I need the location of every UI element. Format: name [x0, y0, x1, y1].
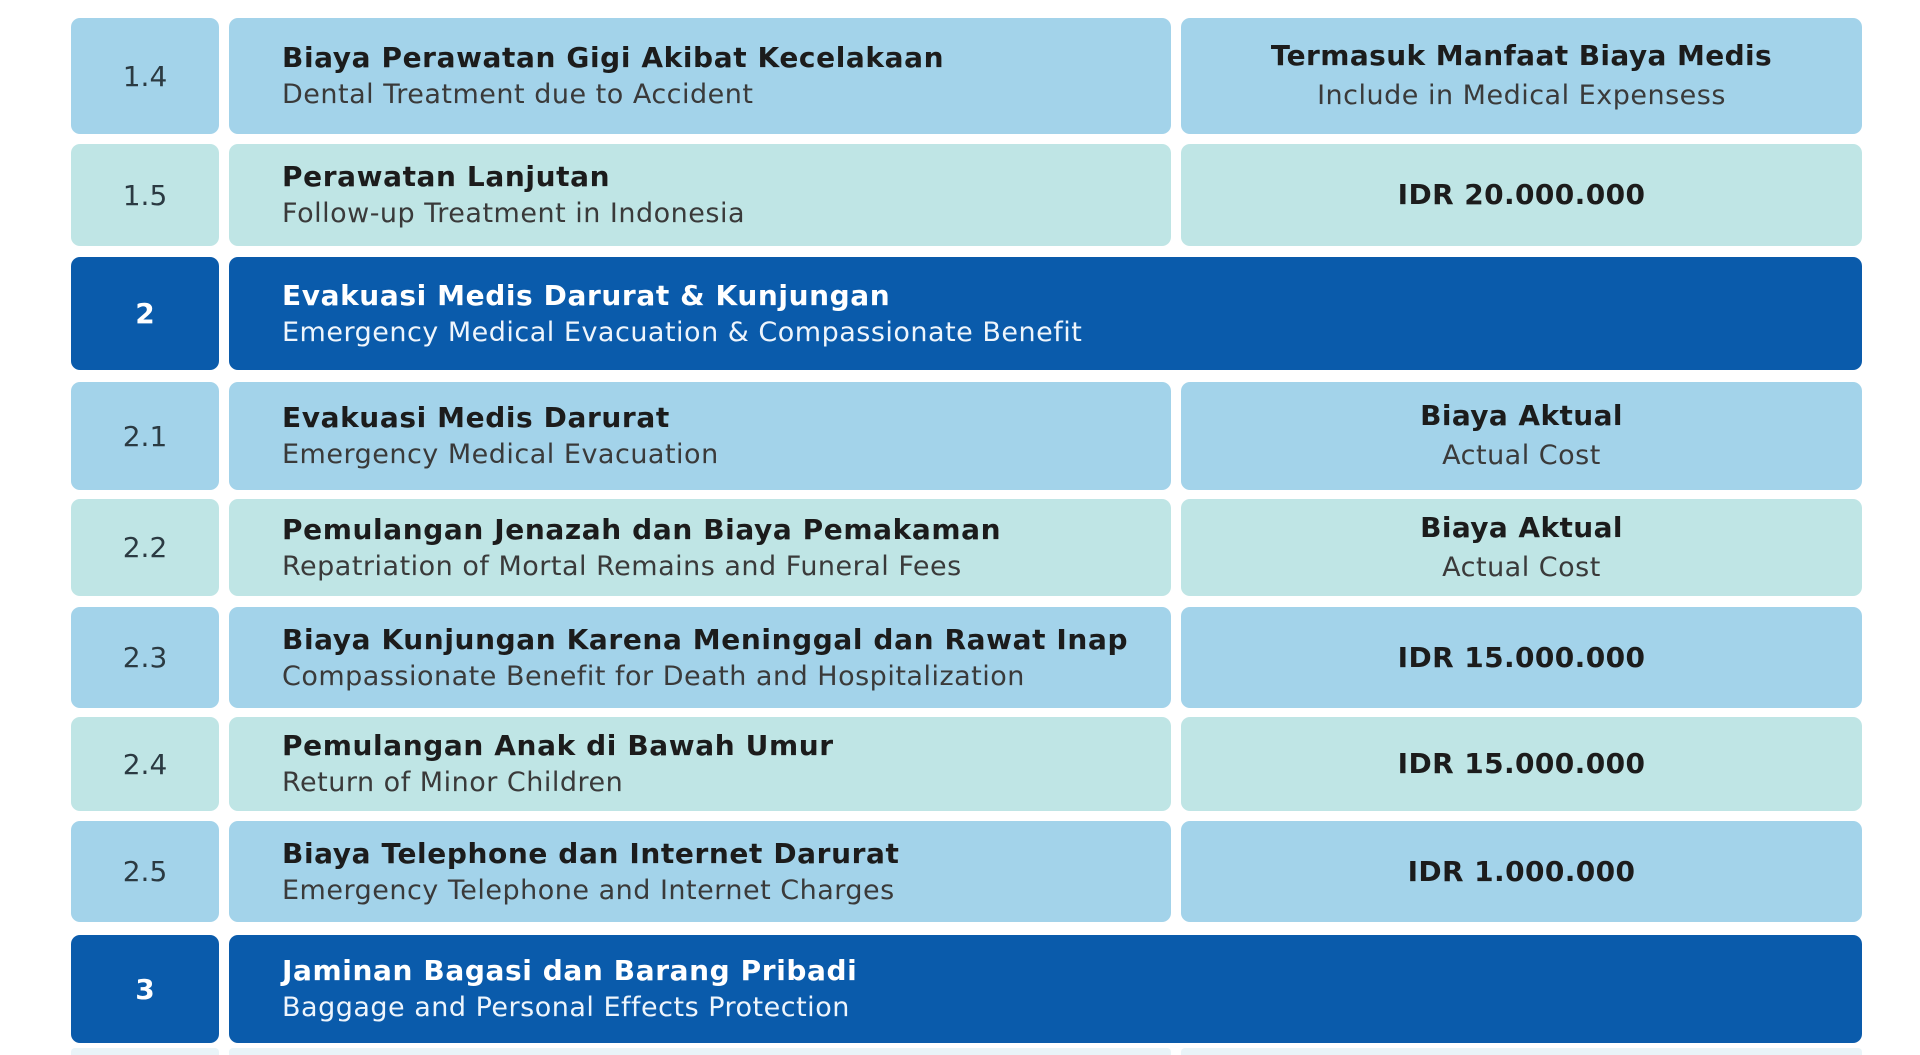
- table-row: [71, 382, 1862, 490]
- benefit-value-sub: Actual Cost: [1442, 551, 1601, 583]
- benefit-value-sub: Actual Cost: [1442, 440, 1601, 471]
- benefit-description: [229, 144, 1171, 246]
- table-row: [71, 821, 1862, 922]
- benefit-value-main: Biaya Aktual: [1420, 399, 1623, 432]
- next-row-edge-desc: [229, 1048, 1171, 1055]
- benefit-value: [1181, 144, 1862, 246]
- benefit-subtitle: Emergency Telephone and Internet Charges: [282, 874, 895, 906]
- benefit-value-main: IDR 15.000.000: [1397, 747, 1646, 780]
- row-number: 2.5: [71, 821, 219, 922]
- benefit-subtitle: Emergency Medical Evacuation: [282, 439, 719, 470]
- benefit-value: [1181, 382, 1862, 490]
- benefit-value-main: IDR 20.000.000: [1397, 178, 1646, 211]
- row-number: 2.1: [71, 382, 219, 490]
- benefit-title: Pemulangan Jenazah dan Biaya Pemakaman: [282, 512, 1002, 546]
- table-row: [71, 18, 1862, 134]
- benefit-description: [229, 382, 1171, 490]
- benefit-value: [1181, 607, 1862, 708]
- table-row: [71, 144, 1862, 246]
- benefit-title: Biaya Telephone dan Internet Darurat: [282, 836, 900, 870]
- benefit-title: Pemulangan Anak di Bawah Umur: [282, 729, 834, 762]
- benefit-title: Evakuasi Medis Darurat: [282, 401, 670, 434]
- row-number: 2.4: [71, 717, 219, 811]
- benefit-title: Perawatan Lanjutan: [282, 160, 611, 193]
- benefit-subtitle: Emergency Medical Evacuation & Compassionate Benefit: [282, 316, 1083, 348]
- benefit-title: Evakuasi Medis Darurat & Kunjungan: [282, 278, 891, 312]
- benefit-description: [229, 18, 1171, 134]
- section-row: [71, 935, 1862, 1043]
- benefit-subtitle: Baggage and Personal Effects Protection: [282, 992, 850, 1023]
- benefit-value: [1181, 18, 1862, 134]
- row-number: 3: [71, 935, 219, 1043]
- benefit-subtitle: Follow-up Treatment in Indonesia: [282, 198, 746, 229]
- next-row-edge-value: [1181, 1048, 1862, 1055]
- row-number: 2.2: [71, 499, 219, 596]
- table-row: [71, 717, 1862, 811]
- section-row: [71, 257, 1862, 370]
- benefit-value: [1181, 821, 1862, 922]
- benefit-description: [229, 821, 1171, 922]
- row-number: 1.4: [71, 18, 219, 134]
- next-row-edge-num: [71, 1048, 219, 1055]
- benefit-value-main: IDR 15.000.000: [1397, 640, 1646, 674]
- benefit-value: [1181, 717, 1862, 811]
- benefit-subtitle: Repatriation of Mortal Remains and Funeral Fees: [282, 550, 962, 582]
- benefit-value-main: IDR 1.000.000: [1407, 854, 1636, 888]
- benefit-description: [229, 607, 1171, 708]
- benefit-value-main: Biaya Aktual: [1420, 510, 1623, 544]
- table-row: [71, 607, 1862, 708]
- benefit-subtitle: Dental Treatment due to Accident: [282, 79, 754, 110]
- benefit-subtitle: Return of Minor Children: [282, 767, 624, 798]
- row-number: 2: [71, 257, 219, 370]
- row-number: 1.5: [71, 144, 219, 246]
- row-number: 2.3: [71, 607, 219, 708]
- benefit-value: [1181, 499, 1862, 596]
- benefit-title: Jaminan Bagasi dan Barang Pribadi: [282, 954, 858, 987]
- benefit-description: [229, 717, 1171, 811]
- benefit-title: Biaya Perawatan Gigi Akibat Kecelakaan: [282, 41, 945, 74]
- next-row-edge: [71, 1048, 1862, 1055]
- benefit-description: [229, 935, 1862, 1043]
- benefit-value-main: Termasuk Manfaat Biaya Medis: [1270, 39, 1773, 72]
- benefit-description: [229, 499, 1171, 596]
- benefit-subtitle: Compassionate Benefit for Death and Hospitalization: [282, 660, 1025, 692]
- benefit-value-sub: Include in Medical Expensess: [1317, 80, 1726, 111]
- benefit-title: Biaya Kunjungan Karena Meninggal dan Rawat Inap: [282, 622, 1129, 656]
- benefit-description: [229, 257, 1862, 370]
- table-row: [71, 499, 1862, 596]
